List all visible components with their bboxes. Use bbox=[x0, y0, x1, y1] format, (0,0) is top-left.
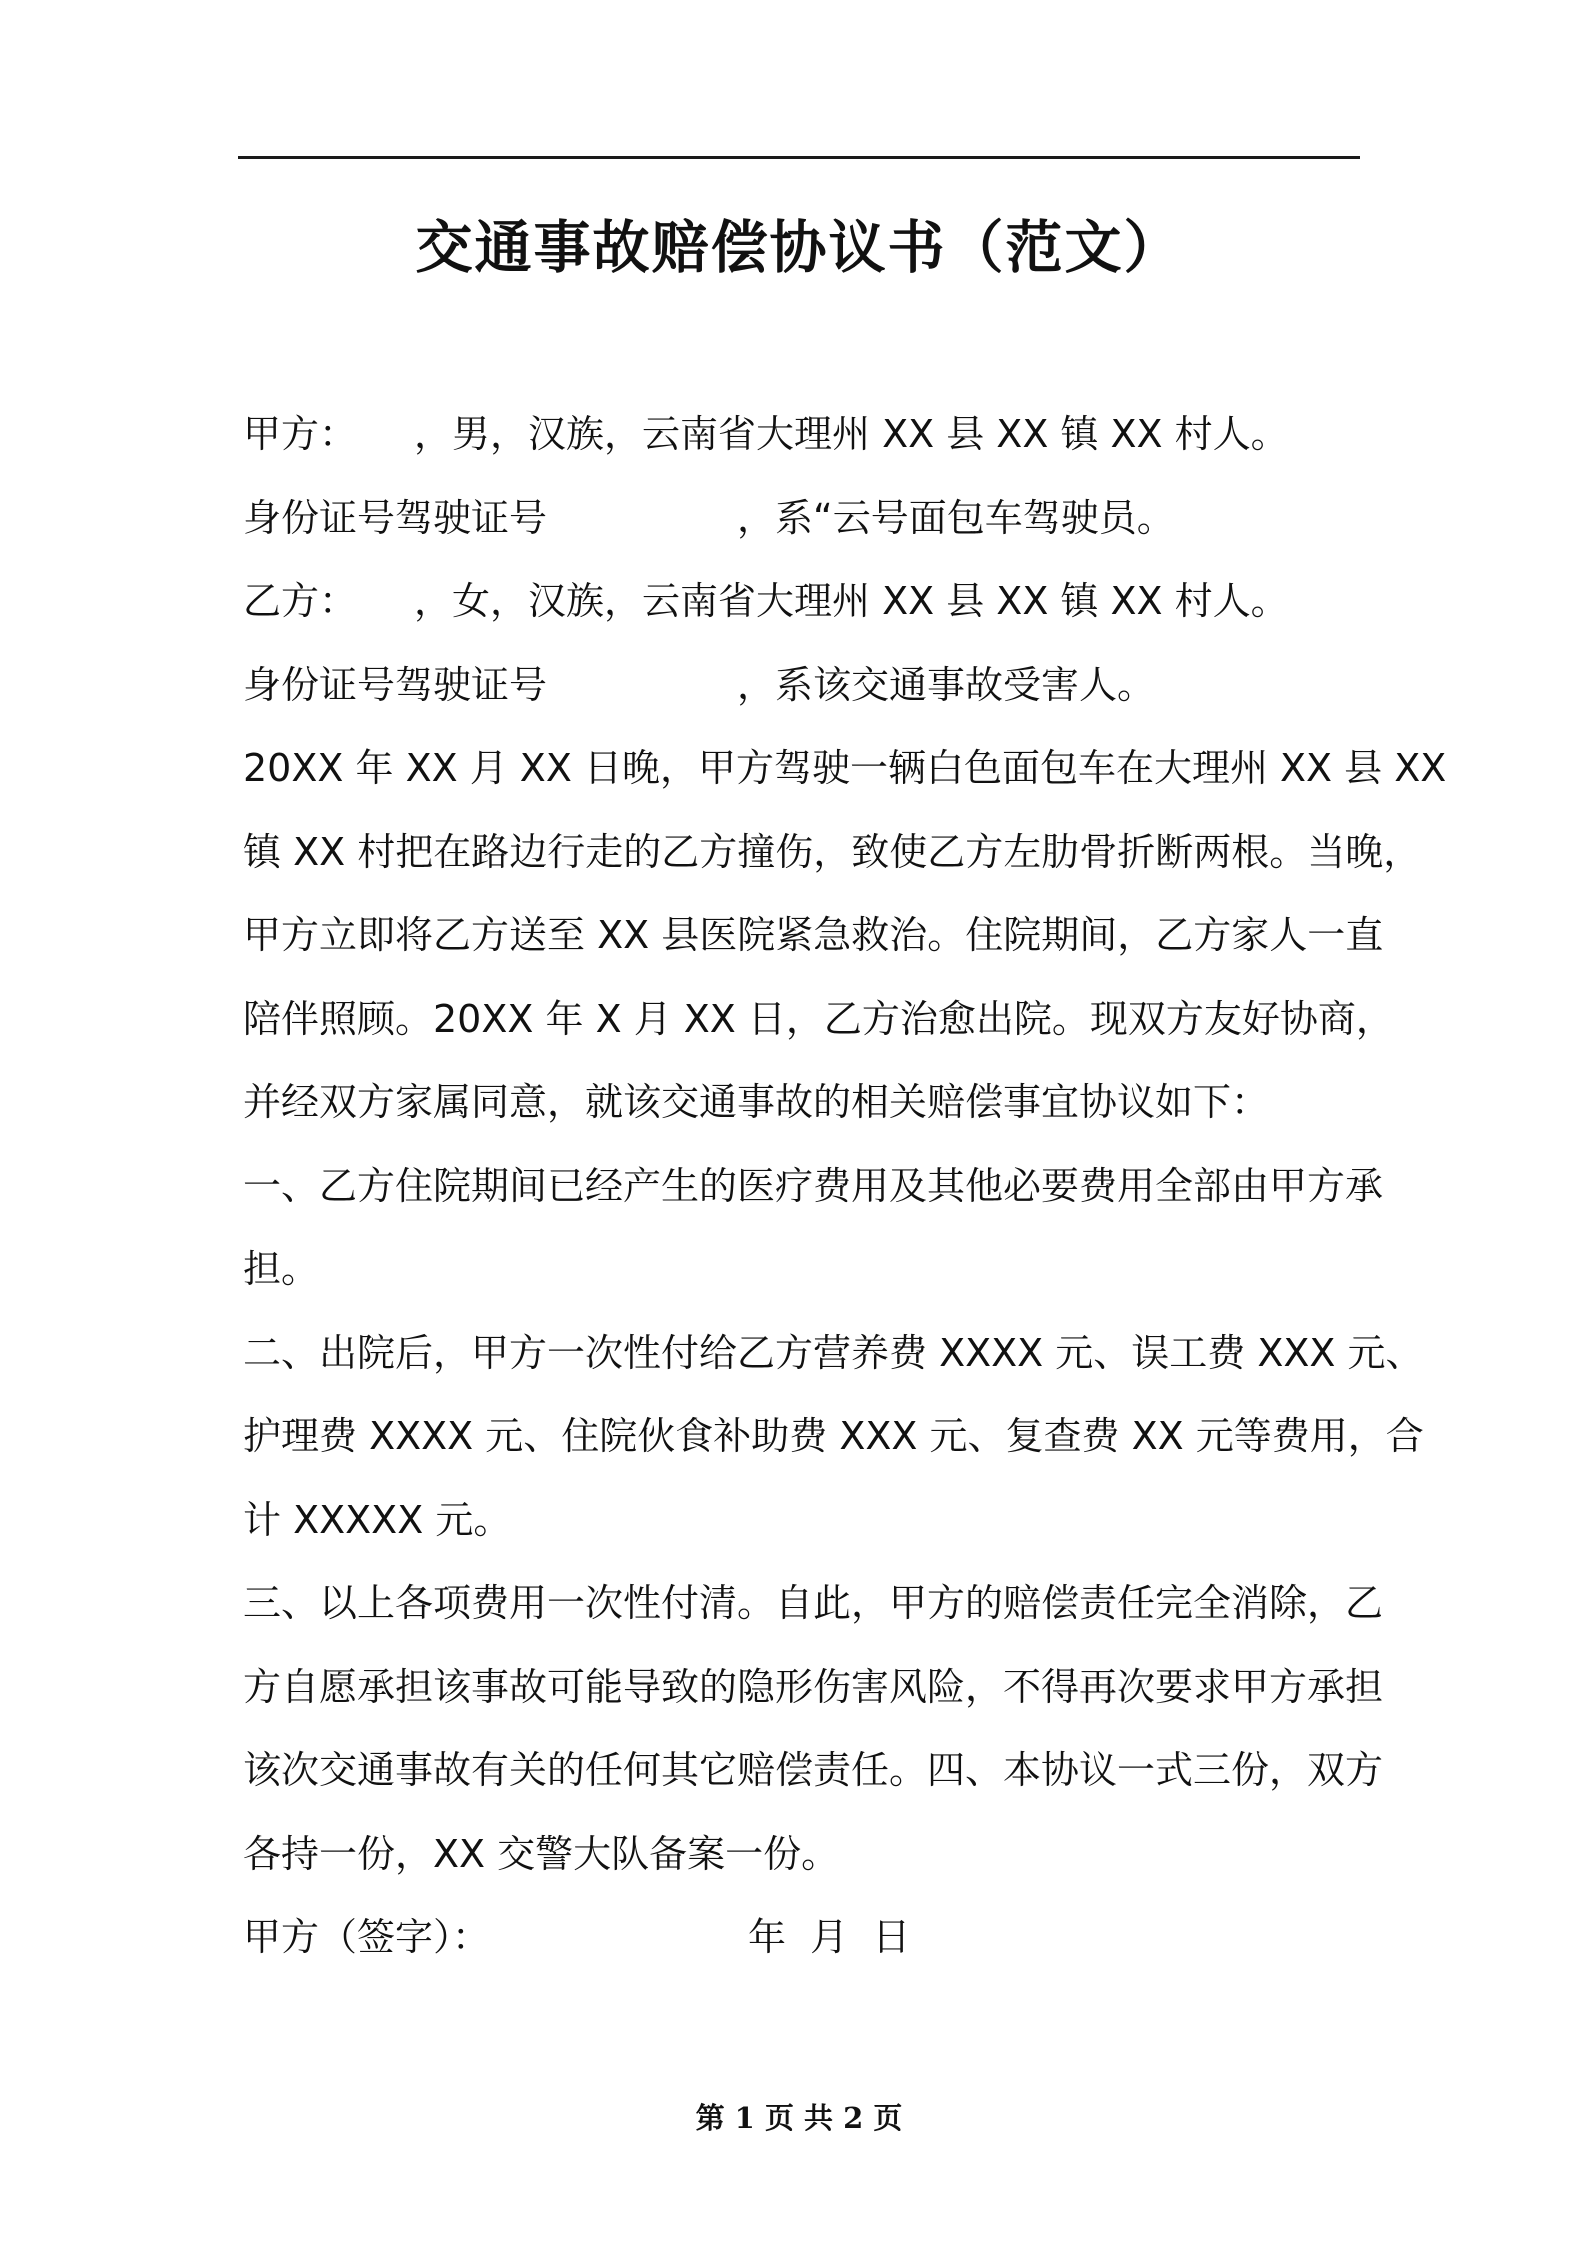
page-indicator: 第 1 页 共 2 页 bbox=[695, 2101, 903, 2135]
signature-row bbox=[243, 1896, 1355, 1980]
clause-1-line: 一、乙方住院期间已经产生的医疗费用及其他必要费用全部由甲方承 bbox=[243, 1163, 1384, 1208]
signature-date: 年 月 日 bbox=[748, 1915, 911, 1959]
clause-2-line: 二、出院后，甲方一次性付给乙方营养费 XXXX 元、误工费 XXX 元、 bbox=[243, 1330, 1424, 1375]
facts-line: 甲方立即将乙方送至 XX 县医院紧急救治。住院期间，乙方家人一直 bbox=[243, 913, 1384, 957]
party-a-info-line-1: 甲方： ，男，汉族，云南省大理州 XX 县 XX 镇 XX 村人。 bbox=[243, 412, 1289, 456]
clause-2-line: 计 XXXXX 元。 bbox=[243, 1497, 512, 1542]
facts-line: 并经双方家属同意，就该交通事故的相关赔偿事宜协议如下： bbox=[243, 1080, 1270, 1124]
clause-3-line: 三、以上各项费用一次性付清。自此，甲方的赔偿责任完全消除，乙 bbox=[243, 1581, 1384, 1625]
clause-1-line: 担。 bbox=[243, 1247, 320, 1291]
clause-3-line: 方自愿承担该事故可能导致的隐形伤害风险，不得再次要求甲方承担 bbox=[243, 1664, 1384, 1709]
document-title: 交通事故赔偿协议书（范文） bbox=[415, 215, 1183, 281]
facts-line: 镇 XX 村把在路边行走的乙方撞伤，致使乙方左肋骨折断两根。当晚， bbox=[243, 829, 1422, 874]
signature-label: 甲方（签字）： bbox=[243, 1915, 491, 1959]
header-rule bbox=[238, 156, 1360, 159]
facts-line: 20XX 年 XX 月 XX 日晚，甲方驾驶一辆白色面包车在大理州 XX 县 XX bbox=[243, 746, 1447, 790]
facts-line: 陪伴照顾。20XX 年 X 月 XX 日，乙方治愈出院。现双方友好协商， bbox=[243, 996, 1394, 1041]
party-a-info-line-2: 身份证号驾驶证号 ，系“云号面包车驾驶员。 bbox=[243, 495, 1175, 540]
clause-3-line: 各持一份，XX 交警大队备案一份。 bbox=[243, 1831, 840, 1876]
party-b-info-line-2: 身份证号驾驶证号 ，系该交通事故受害人。 bbox=[243, 662, 1156, 707]
clause-2-line: 护理费 XXXX 元、住院伙食补助费 XXX 元、复查费 XX 元等费用，合 bbox=[243, 1414, 1424, 1458]
clause-3-line: 该次交通事故有关的任何其它赔偿责任。四、本协议一式三份，双方 bbox=[243, 1748, 1384, 1792]
party-b-info-line-1: 乙方： ，女，汉族，云南省大理州 XX 县 XX 镇 XX 村人。 bbox=[243, 579, 1289, 623]
document-body bbox=[243, 393, 1447, 1980]
